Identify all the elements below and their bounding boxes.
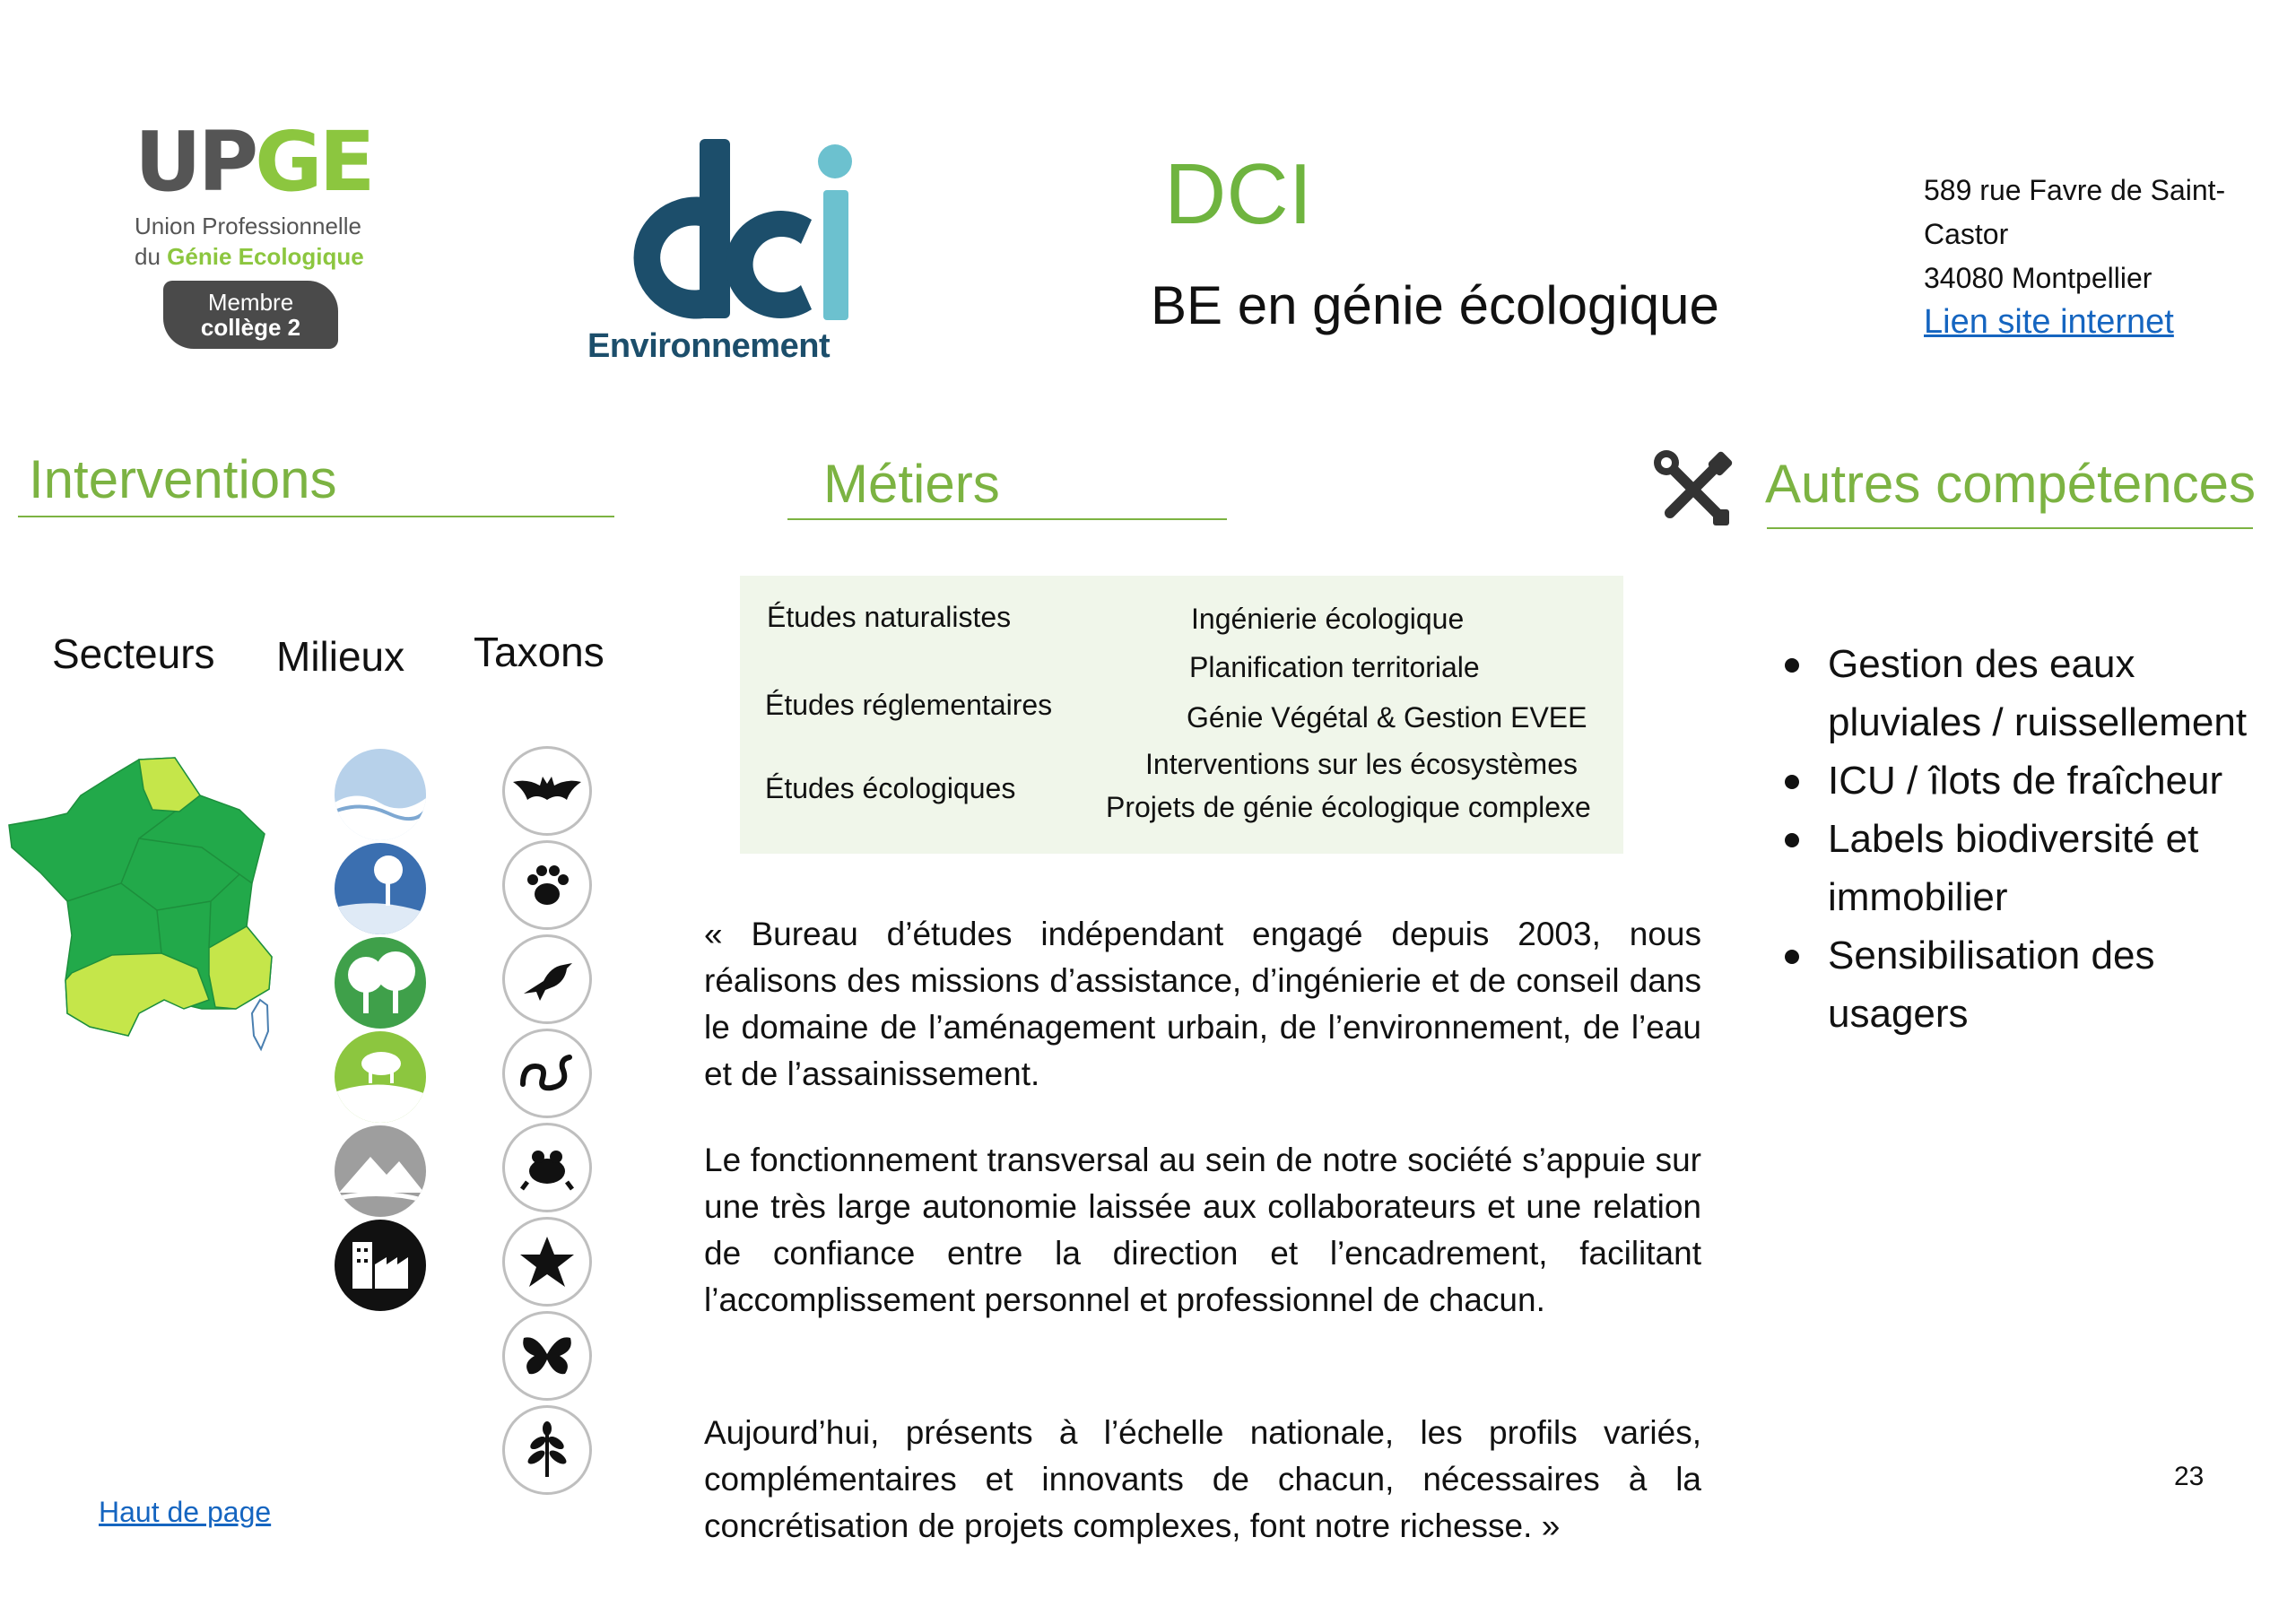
metiers-title: Métiers (823, 454, 1000, 514)
description-paragraph-1: « Bureau d’études indépendant engagé depuis 2003, nous réalisons des missions d’assistance, d’ingénierie et de conseil dans le domaine de l’aménagement urbain, de l’environnement, de l’eau et de l’assainissement. (704, 916, 1701, 1092)
upge-line2-prefix: du (135, 243, 168, 270)
bird-icon (502, 934, 592, 1024)
membre-badge-line2: collège 2 (200, 314, 301, 341)
secteurs-heading: Secteurs (52, 630, 215, 677)
dci-logo-subtitle: Environnement (587, 327, 831, 365)
forest-icon (335, 937, 426, 1029)
back-to-top-link[interactable]: Haut de page (99, 1496, 272, 1528)
france-map (4, 740, 283, 1058)
paw-icon (502, 840, 592, 930)
metier-item: Interventions sur les écosystèmes (1145, 748, 1578, 780)
page-number: 23 (2174, 1462, 2205, 1491)
metier-item: Études réglementaires (765, 689, 1053, 721)
company-address (1924, 169, 2247, 345)
autres-item: Labels biodiversité et immobilier (1785, 810, 2287, 926)
upge-word-ge: GE (255, 114, 372, 210)
membre-badge-line1: Membre (207, 289, 294, 316)
metier-item: Projets de génie écologique complexe (1106, 791, 1591, 823)
autres-item: Gestion des eaux pluviales / ruissellement (1785, 635, 2287, 751)
interventions-underline (18, 516, 614, 517)
website-link[interactable]: Lien site internet (1924, 303, 2174, 341)
snake-icon (502, 1029, 592, 1118)
dci-logo (587, 135, 874, 368)
description-paragraph-3: Aujourd’hui, présents à l’échelle nationale, les profils variés, complémentaires et innovants de chacun, nécessaires à la concrétisation de projets complexes, font notre richesse. » (704, 1414, 1701, 1544)
tools-icon (1652, 448, 1735, 531)
urban-icon (335, 1220, 426, 1311)
water-icon (335, 749, 426, 840)
metier-item: Planification territoriale (1189, 651, 1480, 683)
metier-item: Génie Végétal & Gestion EVEE (1187, 701, 1587, 734)
bat-icon (502, 746, 592, 836)
autres-title: Autres compétences (1765, 454, 2256, 514)
metier-item: Études écologiques (765, 772, 1016, 804)
address-line3: 34080 Montpellier (1924, 262, 2152, 294)
address-line1: 589 rue Favre de Saint- (1924, 174, 2226, 206)
membre-badge (163, 281, 338, 349)
frog-icon (502, 1123, 592, 1212)
milieux-heading: Milieux (276, 633, 405, 680)
upge-logo (135, 114, 395, 363)
metiers-box (740, 576, 1623, 854)
upge-line2-green: Génie Ecologique (167, 243, 364, 270)
coast-icon (335, 843, 426, 934)
metier-item: Études naturalistes (767, 601, 1012, 633)
autres-item: Sensibilisation des usagers (1785, 926, 2287, 1043)
upge-word-up: UP (135, 114, 256, 210)
metier-item: Ingénierie écologique (1191, 603, 1465, 635)
autres-list (1785, 635, 2287, 1043)
mountain-icon (335, 1125, 426, 1217)
autres-underline (1767, 527, 2253, 529)
metiers-underline (787, 518, 1227, 520)
interventions-title: Interventions (29, 449, 337, 509)
company-name: DCI (1164, 146, 1313, 242)
autres-item: ICU / îlots de fraîcheur (1785, 751, 2287, 810)
company-type: BE en génie écologique (1151, 275, 1719, 335)
upge-line1: Union Professionnelle (135, 213, 361, 239)
dci-logo-mark (587, 135, 874, 327)
butterfly-icon (502, 1311, 592, 1401)
starfish-icon (502, 1217, 592, 1307)
taxons-heading: Taxons (474, 629, 604, 675)
address-line2: Castor (1924, 218, 2009, 250)
plant-icon (502, 1405, 592, 1495)
description-paragraph-2: Le fonctionnement transversal au sein de notre société s’appuie sur une très large autonomie laissée aux collaborateurs et une relation de confiance entre la direction et l’encadrement, facilitant l’accomplissement personnel et professionnel de chacun. (704, 1142, 1701, 1318)
grassland-icon (335, 1031, 426, 1123)
